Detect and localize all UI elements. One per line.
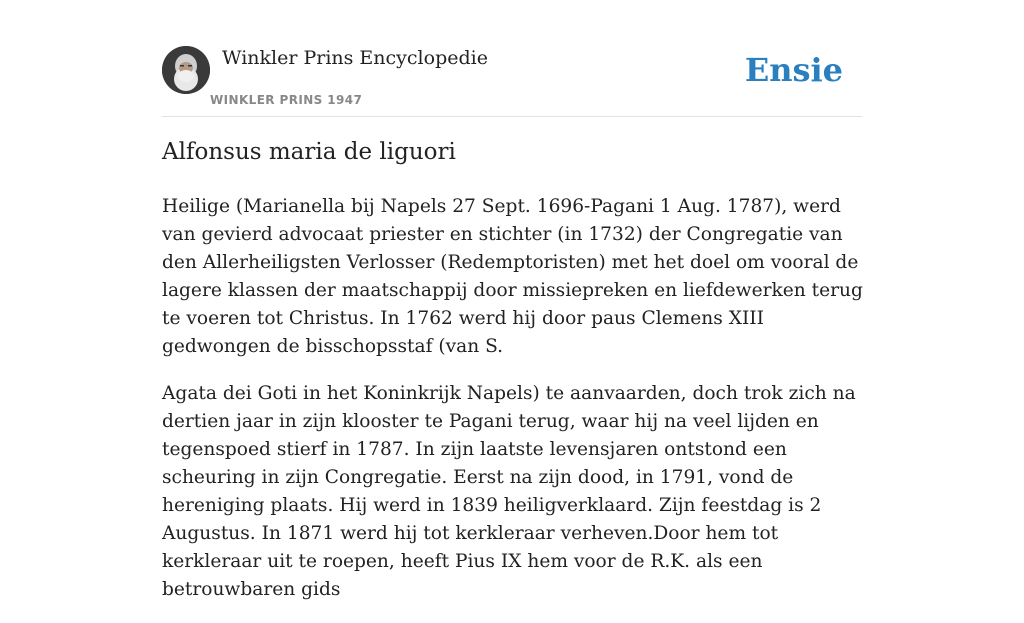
article-body <box>162 193 867 623</box>
article-paragraph: Agata dei Goti in het Koninkrijk Napels) te aanvaarden, doch trok zich na dertien jaar in zijn klooster te Pagani terug, waar hij na veel lijden en tegenspoed stierf in 1787. In zijn laatste levensjaren ontstond een scheuring in zijn Congregatie. Eerst na zijn dood, in 1791, vond de hereniging plaats. Hij werd in 1839 heiligverklaard. Zijn feestdag is 2 Augustus. In 1871 werd hij tot kerkleraar verheven.Door hem tot kerkleraar uit te roepen, heeft Pius IX hem voor de R.K. als een betrouwbaren gids <box>162 383 856 600</box>
page-title: Alfonsus maria de liguori <box>162 139 456 165</box>
source-header <box>162 46 862 117</box>
article-paragraph: Heilige (Marianella bij Napels 27 Sept. 1696-Pagani 1 Aug. 1787), werd van gevierd advocaat priester en stichter (in 1732) der Congregatie van den Allerheiligsten Verlosser (Redemptoristen) met het doel om vooral de lagere klassen der maatschappij door missiepreken en liefdewerken terug te voeren tot Christus. In 1762 werd hij door paus Clemens XIII gedwongen de bisschopsstaf (van S. <box>162 196 863 357</box>
source-name[interactable]: Winkler Prins Encyclopedie <box>222 47 488 69</box>
ensie-logo[interactable]: Ensie <box>744 51 843 89</box>
source-edition: WINKLER PRINS 1947 <box>210 93 363 107</box>
author-avatar[interactable] <box>162 46 210 94</box>
avatar-portrait-icon <box>162 46 210 94</box>
